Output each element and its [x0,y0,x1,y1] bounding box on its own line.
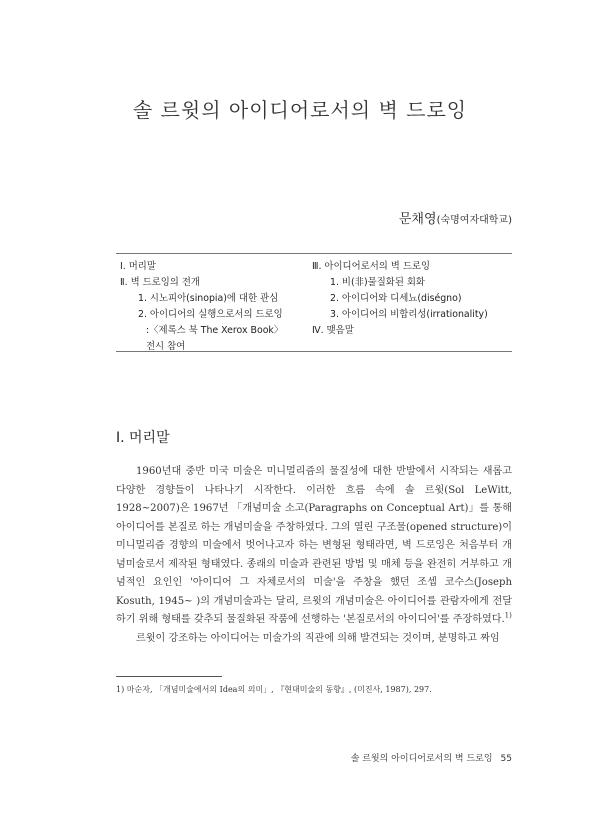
toc-item: 전시 참여 [146,341,186,352]
footnote-divider [116,676,222,677]
toc-item: :〈제록스 북 The Xerox Book〉 [146,325,284,336]
paragraph-text: 르윗이 강조하는 아이디어는 미술가의 직관에 의해 발견되는 것이며, 분명하고 짜임 [136,632,500,644]
table-of-contents [116,253,512,352]
section-heading: Ⅰ. 머리말 [116,430,170,446]
running-footer [351,751,512,764]
page-number: 55 [500,754,512,764]
toc-item: 2. 아이디어와 디세뇨(diségno) [330,293,462,304]
paper-title: 솔 르윗의 아이디어로서의 벽 드로잉 [132,98,468,122]
toc-right-column [312,259,512,339]
toc-item: 1. 비(非)물질화된 회화 [330,277,425,288]
author-affiliation: (숙명여자대학교) [436,215,512,226]
toc-left-column [120,259,310,355]
toc-item: 1. 시노피아(sinopia)에 대한 관심 [138,293,279,304]
toc-item: Ⅰ. 머리말 [120,261,156,272]
author-name: 문채영 [398,212,437,227]
paragraph-text: 1960년대 중반 미국 미술은 미니멀리즘의 물질성에 대한 반발에서 시작되는 새롭고 다양한 경향들이 나타나기 시작한다. 이러한 흐름 속에 솔 르윗(Sol LeWitt, 1928~2007)은 1967년 「개념미술 소고(Paragraphs on Conceptual Art)」를 통해 아이디어를 본질로 하는 개념미술을 주창하였다. 그의 열린 구조물(opened structure)이 미니멀리즘 경향의 미술에서 벗어나고자 하는 변형된 형태라면, 벽 드로잉은 처음부터 개념미술로서 제작된 형태였다. 종래의 미술과 관련된 방법 및 매체 등을 완전히 거부하고 개념적인 요인인 '아이디어 그 자체로서의 미술'을 주창을 했던 조셉 코수스(Joseph Kosuth, 1945~ )의 개념미술과는 달리, 르윗의 개념미술은 아이디어를 관람자에게 전달하기 위해 형태를 갖추되 물질화된 작품에 선행하는 '본질로서의 아이디어'를 주장하였다. [116,466,512,625]
body-text [116,463,512,648]
footnote: 1) 마순자, 「개념미술에서의 Idea의 의미」, 『현대미술의 동향』, (미진사, 1987), 297. [116,685,432,694]
toc-item: Ⅲ. 아이디어로서의 벽 드로잉 [312,261,431,272]
toc-item: Ⅳ. 맺음말 [312,325,354,336]
paragraph [116,463,512,630]
author-line [399,208,512,227]
paragraph [116,630,512,649]
toc-item: Ⅱ. 벽 드로잉의 전개 [120,277,200,288]
footnote-ref: 1) [504,611,512,620]
running-footer-title: 솔 르윗의 아이디어로서의 벽 드로잉 [350,754,493,764]
toc-item: 2. 아이디어의 실행으로서의 드로잉 [138,309,283,320]
toc-item: 3. 아이디어의 비합리성(irrationality) [330,309,488,320]
